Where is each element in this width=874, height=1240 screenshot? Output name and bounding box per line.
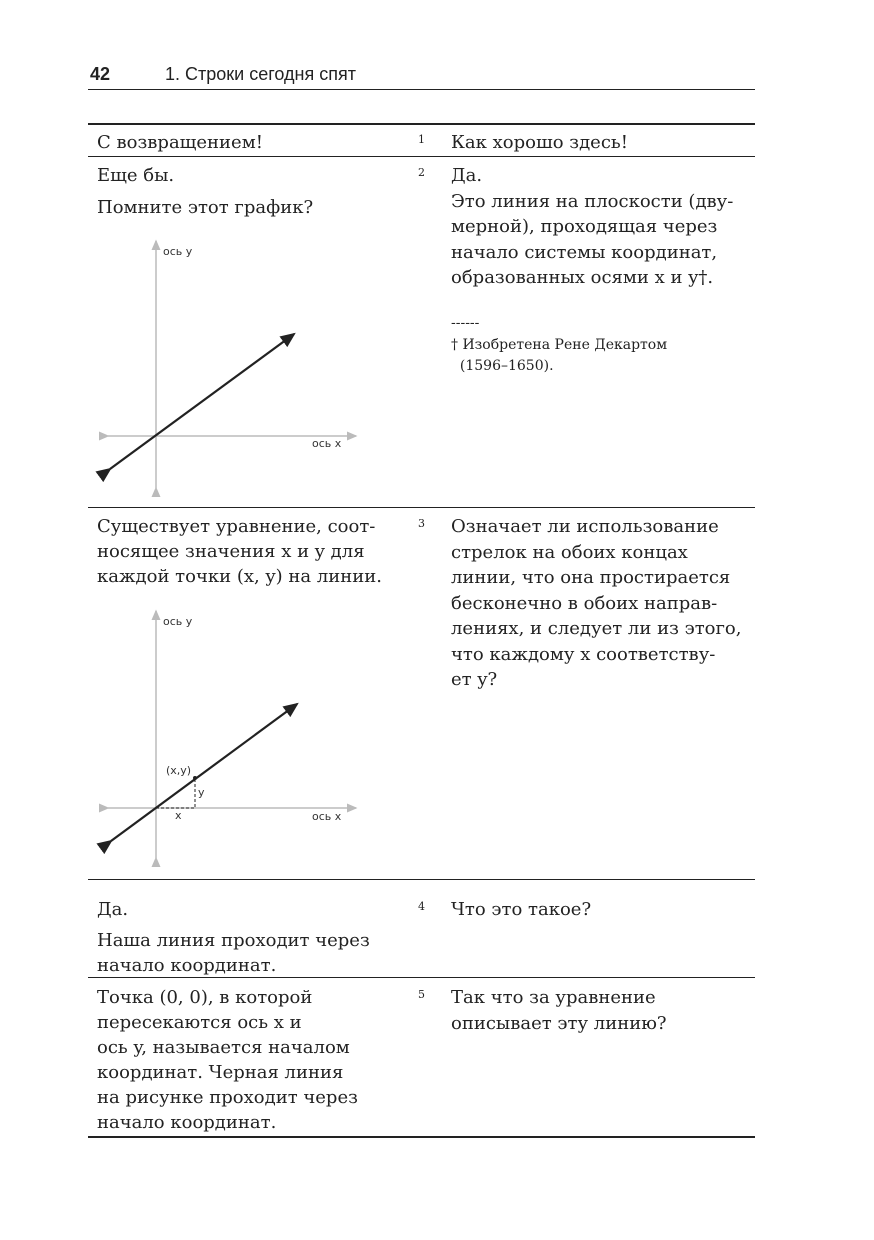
- right-text-line: Означает ли использование: [451, 516, 719, 537]
- left-text-line: начало координат.: [97, 1112, 277, 1133]
- left-text-line: Помните этот график?: [97, 197, 314, 218]
- point-label: (x,y): [166, 764, 192, 777]
- left-text-line: каждой точки (x, y) на линии.: [97, 566, 382, 587]
- y-projection-label: y: [198, 786, 205, 799]
- left-text-line: ось y, называется началом: [97, 1037, 350, 1058]
- point-marker: [193, 776, 197, 780]
- figure-2: [108, 611, 356, 858]
- row-number: 3: [418, 517, 425, 530]
- row-number: 1: [418, 133, 425, 146]
- right-text-line: линии, что она простирается: [451, 567, 731, 588]
- axis-x-label: ось x: [312, 810, 342, 823]
- right-text-line: Это линия на плоскости (дву-: [451, 190, 734, 212]
- right-text-line: описывает эту линию?: [451, 1012, 667, 1034]
- axis-y-label: ось y: [163, 245, 193, 258]
- left-text-line: Существует уравнение, соот-: [97, 516, 376, 537]
- footnote-line: (1596–1650).: [451, 358, 554, 374]
- page-number: 42: [90, 64, 111, 84]
- running-header: 1. Строки сегодня спят: [165, 64, 356, 84]
- footnote-separator: ------: [451, 315, 480, 331]
- right-text-line: Так что за уравнение: [451, 987, 656, 1008]
- right-text-line: стрелок на обоих концах: [451, 541, 688, 563]
- black-line: [110, 334, 294, 469]
- x-projection-label: x: [175, 809, 182, 822]
- left-text-line: С возвращением!: [97, 132, 263, 153]
- right-text-line: Да.: [451, 165, 483, 186]
- figure-1: [108, 241, 356, 488]
- footnote-line: † Изобретена Рене Декартом: [451, 337, 668, 353]
- left-text-line: Точка (0, 0), в которой: [97, 987, 313, 1008]
- axis-y-label: ось y: [163, 615, 193, 628]
- right-text-line: ет y?: [451, 669, 498, 690]
- left-text-line: на рисунке проходит через: [97, 1087, 358, 1108]
- right-text-line: что каждому x соответству-: [451, 643, 716, 665]
- row-number: 5: [418, 988, 425, 1001]
- left-text-line: пересекаются ось x и: [97, 1012, 302, 1033]
- right-text-line: образованных осями x и y†.: [451, 267, 714, 288]
- right-text-line: лениях, и следует ли из этого,: [451, 618, 742, 639]
- right-text-line: начало системы координат,: [451, 241, 718, 263]
- right-text-line: бесконечно в обоих направ-: [451, 592, 718, 614]
- right-text-line: Как хорошо здесь!: [451, 132, 628, 153]
- left-text-line: Да.: [97, 899, 129, 920]
- left-text-line: носящее значения x и y для: [97, 541, 365, 562]
- black-line: [111, 704, 297, 841]
- axis-x-label: ось x: [312, 437, 342, 450]
- row-number: 2: [418, 166, 425, 179]
- row-number: 4: [418, 900, 425, 913]
- right-text-line: Что это такое?: [451, 899, 592, 920]
- left-text-line: Еще бы.: [97, 165, 175, 186]
- left-text-line: Наша линия проходит через: [97, 930, 370, 951]
- left-text-line: начало координат.: [97, 955, 277, 976]
- right-text-line: мерной), проходящая через: [451, 216, 718, 237]
- left-text-line: координат. Черная линия: [97, 1062, 344, 1083]
